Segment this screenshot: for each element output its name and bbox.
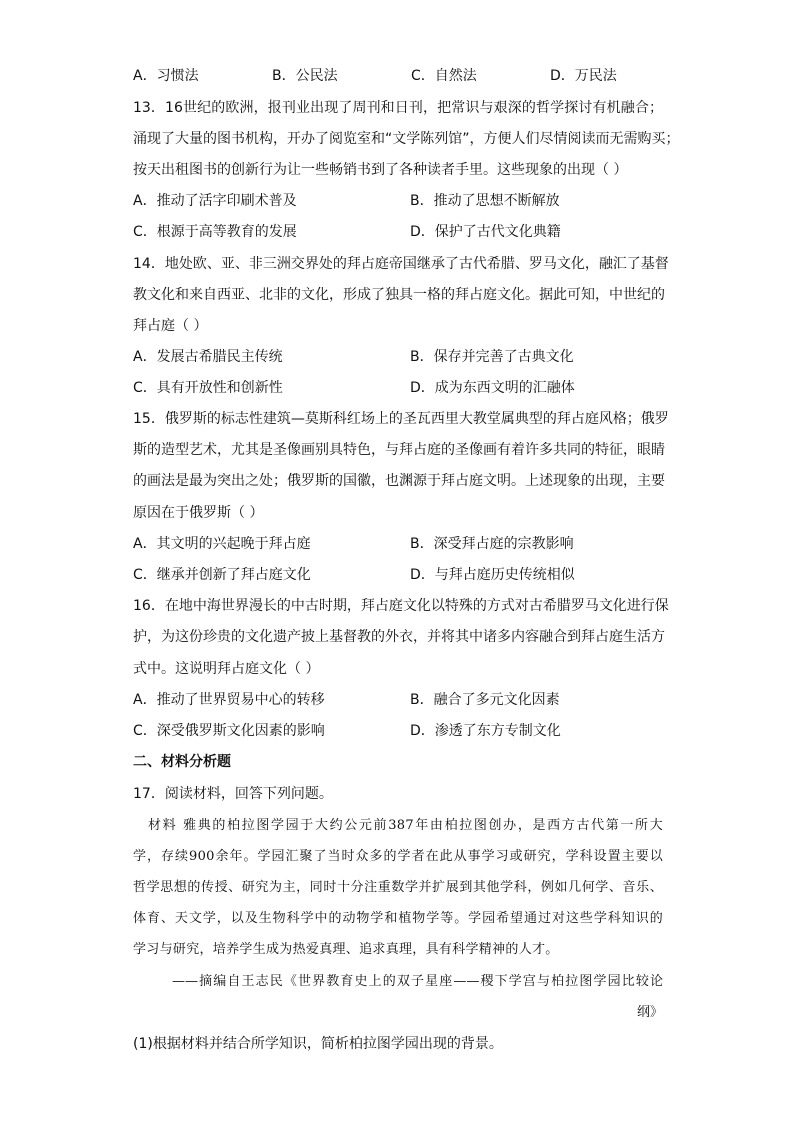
q15-stem-line-2: 斯的造型艺术，尤其是圣像画别具特色，与拜占庭的圣像画有着许多共同的特征，眼睛 xyxy=(133,442,665,458)
q13-option-b[interactable]: B．推动了思想不断解放 xyxy=(410,193,560,209)
q13-stem-line-2: 涌现了大量的图书机构，开办了阅览室和“文学陈列馆”，方便人们尽情阅读而无需购买； xyxy=(133,131,680,147)
q17-material-line-4: 体育、天文学，以及生物科学中的动物学和植物学等。学园希望通过对这些学科知识的 xyxy=(133,911,663,926)
q15-option-d[interactable]: D．与拜占庭历史传统相似 xyxy=(410,567,575,583)
q17-material-line-2: 学，存续900余年。学园汇聚了当时众多的学者在此从事学习或研究，学科设置主要以 xyxy=(133,849,663,864)
q16-option-a[interactable]: A．推动了世界贸易中心的转移 xyxy=(133,692,325,708)
q16-stem-line-2: 护，为这份珍贵的文化遗产披上基督教的外衣，并将其中诸多内容融合到拜占庭生活方 xyxy=(133,629,665,645)
q16-stem-line-3: 式中。这说明拜占庭文化（ ） xyxy=(133,661,320,677)
q17-subquestion-1: (1)根据材料并结合所学知识，简析柏拉图学园出现的背景。 xyxy=(133,1036,503,1052)
q15-option-c[interactable]: C．继承并创新了拜占庭文化 xyxy=(133,567,311,583)
q14-option-a[interactable]: A．发展古希腊民主传统 xyxy=(133,349,283,365)
q13-stem-line-1: 13．16世纪的欧洲，报刊业出现了周刊和日刊，把常识与艰深的哲学探讨有机融合； xyxy=(133,100,663,116)
q14-stem-line-3: 拜占庭（ ） xyxy=(133,318,208,334)
q17-material-line-3: 哲学思想的传授、研究为主，同时十分注重数学并扩展到其他学科，例如几何学、音乐、 xyxy=(133,880,663,895)
q17-source-line-2: 纲》 xyxy=(636,1005,663,1020)
section-title: 二、材料分析题 xyxy=(133,754,231,770)
q15-option-b[interactable]: B．深受拜占庭的宗教影响 xyxy=(410,536,574,552)
q16-option-c[interactable]: C．深受俄罗斯文化因素的影响 xyxy=(133,723,325,739)
q14-stem-line-1: 14．地处欧、亚、非三洲交界处的拜占庭帝国继承了古代希腊、罗马文化，融汇了基督 xyxy=(133,256,669,272)
q17-source-line-1: ——摘编自王志民《世界教育史上的双子星座——稷下学宫与柏拉图学园比较论 xyxy=(172,974,663,989)
q17-material-line-1: 材料 雅典的柏拉图学园于大约公元前387年由柏拉图创办，是西方古代第一所大 xyxy=(148,818,663,833)
q12-option-a[interactable]: A．习惯法 xyxy=(133,68,199,84)
q14-option-b[interactable]: B．保存并完善了古典文化 xyxy=(410,349,574,365)
q12-option-c[interactable]: C．自然法 xyxy=(411,68,477,84)
q13-option-d[interactable]: D．保护了古代文化典籍 xyxy=(410,224,561,240)
q16-option-d[interactable]: D．渗透了东方专制文化 xyxy=(410,723,561,739)
q14-option-d[interactable]: D．成为东西文明的汇融体 xyxy=(410,380,575,396)
q16-option-b[interactable]: B．融合了多元文化因素 xyxy=(410,692,560,708)
q15-stem-line-4: 原因在于俄罗斯（ ） xyxy=(133,505,264,521)
q15-stem-line-1: 15．俄罗斯的标志性建筑—莫斯科红场上的圣瓦西里大教堂属典型的拜占庭风格；俄罗 xyxy=(133,411,669,427)
q17-intro: 17．阅读材料，回答下列问题。 xyxy=(133,786,333,802)
q12-option-d[interactable]: D．万民法 xyxy=(550,68,617,84)
q15-option-a[interactable]: A．其文明的兴起晚于拜占庭 xyxy=(133,536,311,552)
q16-stem-line-1: 16．在地中海世界漫长的中古时期，拜占庭文化以特殊的方式对古希腊罗马文化进行保 xyxy=(133,598,669,614)
q13-stem-line-3: 按天出租图书的创新行为让一些畅销书到了各种读者手里。这些现象的出现（ ） xyxy=(133,162,628,178)
q13-option-c[interactable]: C．根源于高等教育的发展 xyxy=(133,224,297,240)
q14-option-c[interactable]: C．具有开放性和创新性 xyxy=(133,380,283,396)
q17-material-line-5: 学习与研究，培养学生成为热爱真理、追求真理，具有科学精神的人才。 xyxy=(133,942,559,957)
q13-option-a[interactable]: A．推动了活字印刷术普及 xyxy=(133,193,297,209)
q14-stem-line-2: 教文化和来自西亚、北非的文化，形成了独具一格的拜占庭文化。据此可知，中世纪的 xyxy=(133,287,665,303)
q12-option-b[interactable]: B．公民法 xyxy=(272,68,338,84)
q15-stem-line-3: 的画法是最为突出之处；俄罗斯的国徽，也渊源于拜占庭文明。上述现象的出现，主要 xyxy=(133,473,665,489)
